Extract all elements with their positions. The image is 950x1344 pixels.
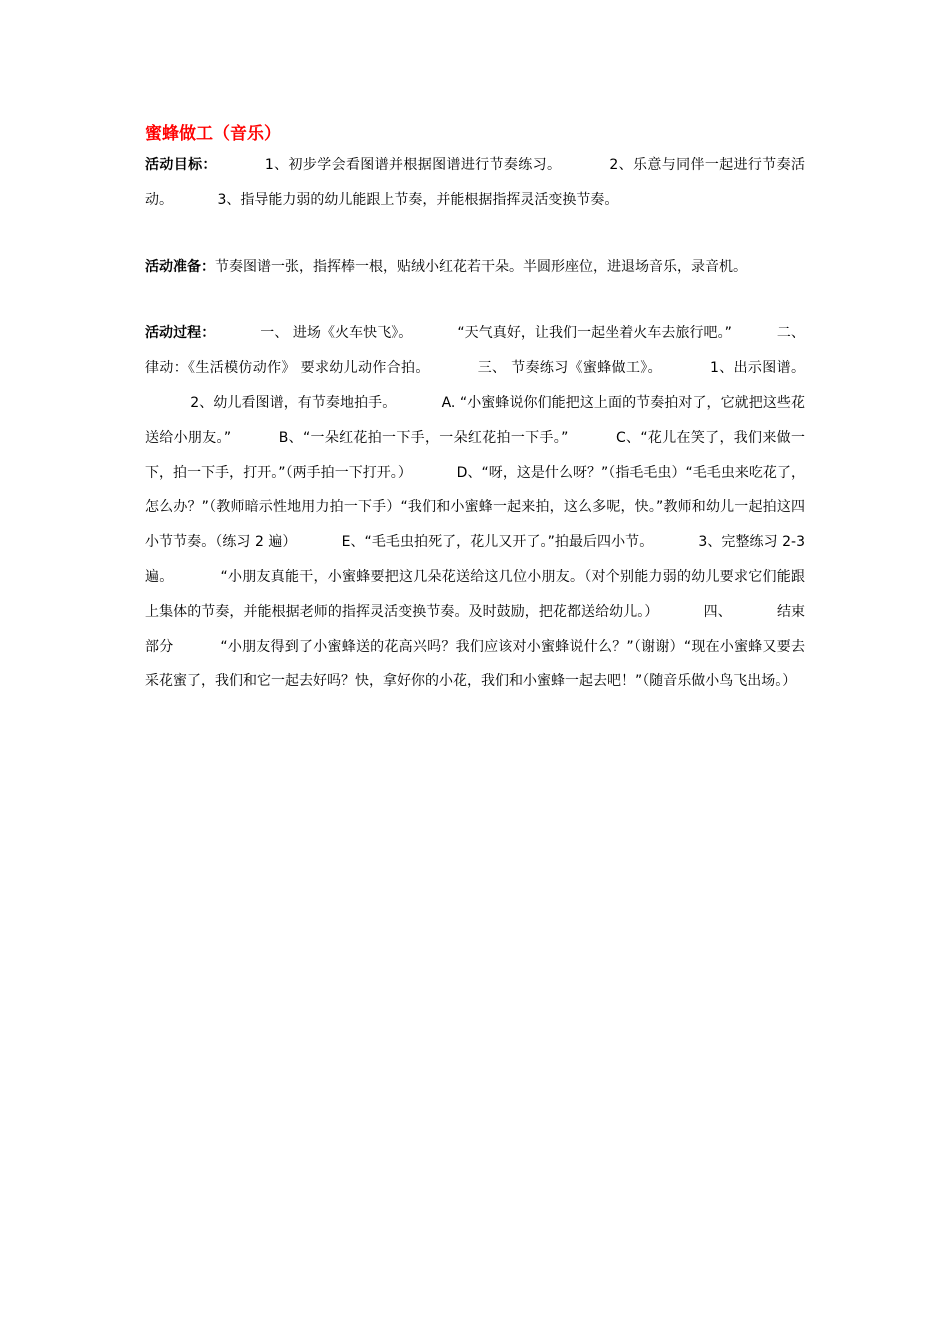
process-step-8: B、“一朵红花拍一下手，一朵红花拍一下手。” xyxy=(278,429,569,446)
goals-label: 活动目标： xyxy=(145,157,217,173)
process-step-12: 3、完整练习 2-3 遍。 xyxy=(145,534,805,585)
goal-item-3: 3、指导能力弱的幼儿能跟上节奏，并能根据指挥灵活变换节奏。 xyxy=(217,191,619,208)
goal-item-1: 1、初步学会看图谱并根据图谱进行节奏练习。 xyxy=(264,157,562,173)
process-step-1: 一、 进场《火车快飞》。 xyxy=(260,325,413,342)
activity-process xyxy=(145,316,805,699)
document-page xyxy=(145,120,805,699)
goal-item-2: 2、乐意与同伴一起进行节奏活动。 xyxy=(145,157,805,208)
process-step-7: A. “小蜜蜂说你们能把这上面的节奏拍对了，它就把这些花送给小朋友。” xyxy=(145,394,805,446)
process-step-13: “小朋友真能干，小蜜蜂要把这几朵花送给这几位小朋友。（对个别能力弱的幼儿要求它们能跟上集体的节奏，并能根据老师的指挥灵活变换节奏。及时鼓励，把花都送给幼儿。） xyxy=(145,568,805,620)
process-step-5: 1、出示图谱。 xyxy=(709,360,805,377)
process-step-14: 四、 xyxy=(703,603,732,620)
process-step-11: E、“毛毛虫拍死了，花儿又开了。”拍最后四小节。 xyxy=(341,534,654,551)
process-step-10: D、“呀，这是什么呀？”（指毛毛虫）“毛毛虫来吃花了，怎么办？”（教师暗示性地用力拍一下手）“我们和小蜜蜂一起来拍，这么多呢，快。”教师和幼儿一起拍这四小节节奏。（练习 2 遍） xyxy=(145,464,805,551)
activity-goals xyxy=(145,148,805,218)
process-step-9: C、“花儿在笑了，我们来做一下，拍一下手，打开。”（两手拍一下打开。） xyxy=(145,429,805,481)
process-label: 活动过程： xyxy=(145,325,216,342)
preparation-label: 活动准备： xyxy=(145,258,215,275)
document-title: 蜜蜂做工（音乐） xyxy=(145,124,281,144)
process-step-16: “小朋友得到了小蜜蜂送的花高兴吗？我们应该对小蜜蜂说什么？”（谢谢）“现在小蜜蜂又要去采花蜜了，我们和它一起去好吗？快，拿好你的小花，我们和小蜜蜂一起去吧！”（随音乐做小鸟飞出场。） xyxy=(145,638,805,690)
process-step-3: 二、律动：《生活模仿动作》 要求幼儿动作合拍。 xyxy=(145,325,805,377)
preparation-text: 节奏图谱一张，指挥棒一根，贴绒小红花若干朵。半圆形座位，进退场音乐，录音机。 xyxy=(215,258,747,275)
process-step-2: “天气真好，让我们一起坐着火车去旅行吧。” xyxy=(457,325,732,342)
process-step-15: 结束部分 xyxy=(145,603,806,655)
process-step-4: 三、 节奏练习《蜜蜂做工》。 xyxy=(477,360,663,377)
process-step-6: 2、幼儿看图谱，有节奏地拍手。 xyxy=(190,394,397,411)
activity-preparation xyxy=(145,250,805,285)
